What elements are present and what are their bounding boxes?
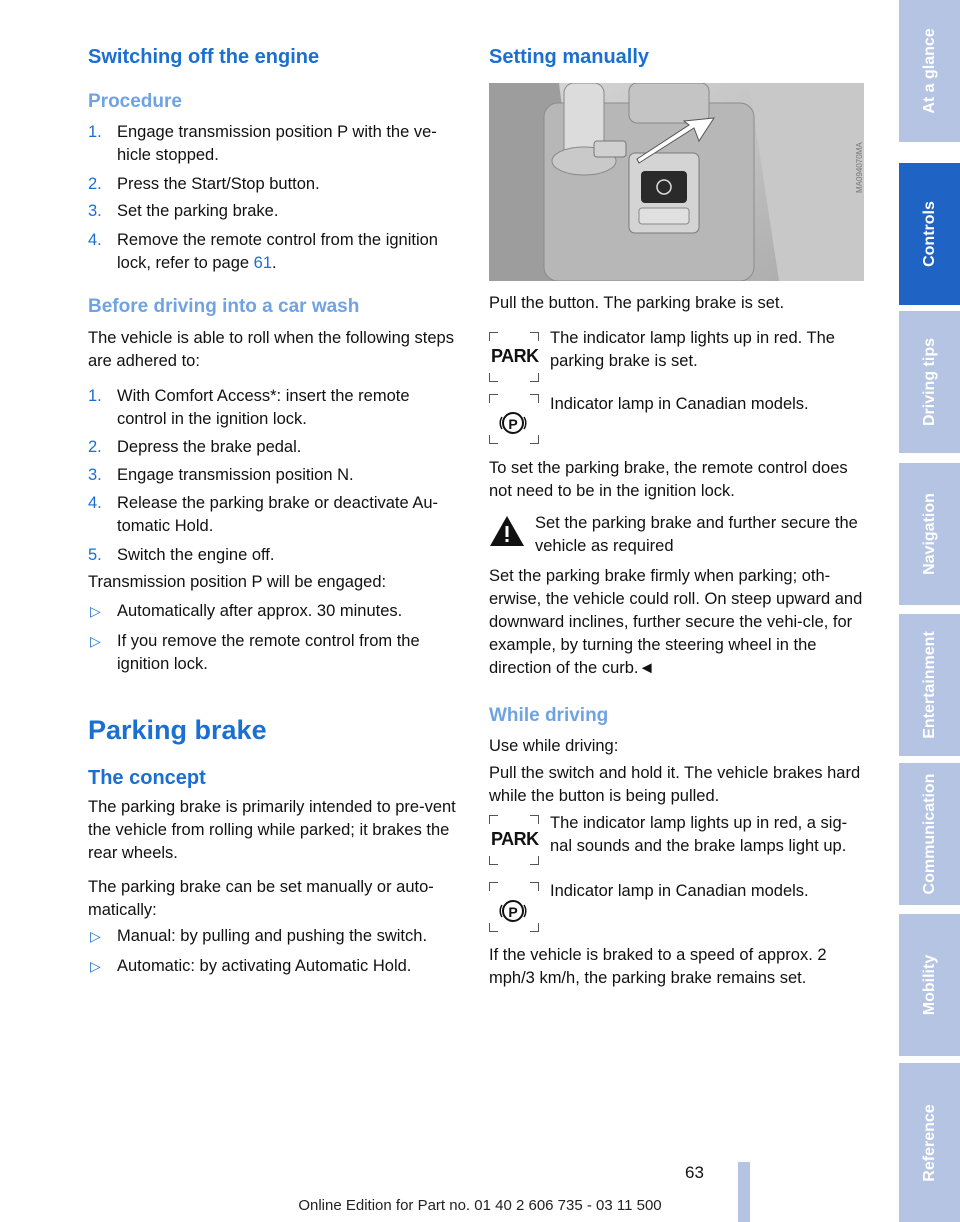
list-item bbox=[88, 544, 463, 567]
list-item bbox=[88, 600, 463, 623]
warning-icon bbox=[489, 514, 525, 548]
list-item bbox=[88, 925, 463, 948]
step-text: With Comfort Access*: insert the remote control in the ignition lock. bbox=[117, 387, 410, 428]
list-item bbox=[88, 492, 463, 538]
step-number: 3. bbox=[88, 466, 102, 484]
bullet-triangle-icon: ▷ bbox=[90, 928, 101, 944]
chapter-sidebar bbox=[899, 0, 960, 1222]
section-title-switching-off: Switching off the engine bbox=[88, 46, 320, 68]
car-wash-heading: Before driving into a car wash bbox=[88, 296, 360, 317]
park-label: PARK bbox=[491, 346, 539, 366]
engaged-text: Transmission position P will be engaged: bbox=[88, 573, 387, 591]
pull-text: Pull the button. The parking brake is set. bbox=[489, 294, 785, 312]
indicator-red-text: The indicator lamp lights up in red. The parking brake is set. bbox=[550, 329, 835, 370]
tab-driving-tips[interactable] bbox=[899, 311, 960, 453]
step-number: 2. bbox=[88, 438, 102, 456]
setting-manually-heading: Setting manually bbox=[489, 46, 650, 68]
footer-text: Online Edition for Part no. 01 40 2 606 735 - 03 11 500 bbox=[298, 1197, 662, 1214]
step-text: Remove the remote control from the ignition lock, refer to page bbox=[117, 231, 438, 272]
indicator-red-signal-text: The indicator lamp lights up in red, a sig-nal sounds and the brake lamps light up. bbox=[550, 814, 848, 855]
indicator-canada-text: Indicator lamp in Canadian models. bbox=[550, 395, 809, 413]
canadian-p-indicator-icon bbox=[489, 882, 539, 932]
list-item bbox=[88, 121, 463, 167]
braked-text: If the vehicle is braked to a speed of approx. 2 mph/3 km/h, the parking brake remains set. bbox=[489, 946, 827, 987]
list-item bbox=[88, 436, 463, 459]
step-text: Set the parking brake. bbox=[117, 202, 279, 220]
tab-label: At a glance bbox=[920, 28, 938, 114]
step-number: 3. bbox=[88, 202, 102, 220]
step-number: 1. bbox=[88, 387, 102, 405]
bullet-triangle-icon: ▷ bbox=[90, 603, 101, 619]
tab-label: Controls bbox=[920, 201, 938, 267]
indicator-canada-text-2: Indicator lamp in Canadian models. bbox=[550, 882, 809, 900]
step-number: 2. bbox=[88, 175, 102, 193]
parking-brake-title: Parking brake bbox=[88, 715, 267, 745]
list-item bbox=[88, 200, 463, 223]
page-link[interactable]: 61 bbox=[253, 254, 273, 272]
step-text: Engage transmission position N. bbox=[117, 466, 354, 484]
list-item bbox=[88, 630, 463, 676]
tab-controls[interactable] bbox=[899, 163, 960, 305]
photo-code: MA094070MA bbox=[855, 142, 864, 193]
tab-label: Entertainment bbox=[920, 631, 938, 739]
tab-label: Reference bbox=[920, 1103, 938, 1182]
list-item bbox=[88, 229, 463, 275]
step-text: Switch the engine off. bbox=[117, 546, 275, 564]
bullet-text: Automatically after approx. 30 minutes. bbox=[117, 602, 403, 620]
concept-paragraph-1: The parking brake is primarily intended to pre-vent the vehicle from rolling while parked; it brakes the rear wheels. bbox=[88, 798, 456, 862]
while-pull-text: Pull the switch and hold it. The vehicle brakes hard while the button is being pulled. bbox=[489, 764, 861, 805]
list-item bbox=[88, 385, 463, 431]
step-text: Press the Start/Stop button. bbox=[117, 175, 320, 193]
tab-label: Communication bbox=[920, 773, 938, 895]
procedure-heading: Procedure bbox=[88, 91, 182, 112]
tab-label: Driving tips bbox=[920, 337, 938, 427]
bullet-text: If you remove the remote control from the ignition lock. bbox=[117, 632, 420, 673]
list-item bbox=[88, 173, 463, 196]
tab-label: Mobility bbox=[920, 954, 938, 1016]
p-label: P bbox=[508, 416, 518, 432]
tab-at-a-glance[interactable] bbox=[899, 0, 960, 142]
remote-text: To set the parking brake, the remote control does not need to be in the ignition lock. bbox=[489, 459, 848, 500]
step-number: 4. bbox=[88, 494, 102, 512]
park-indicator-icon bbox=[489, 815, 539, 865]
step-text: Engage transmission position P with the ve-hicle stopped. bbox=[117, 123, 437, 164]
tab-label: Navigation bbox=[920, 493, 938, 575]
tab-mobility[interactable] bbox=[899, 914, 960, 1056]
step-text: Depress the brake pedal. bbox=[117, 438, 302, 456]
list-item bbox=[88, 464, 463, 487]
parking-brake-switch-photo bbox=[489, 83, 864, 281]
warning-body: Set the parking brake firmly when parking; oth-erwise, the vehicle could roll. On steep upward and downward inclines, further secure the vehi-cle, for example, by turning the steering wheel in the direction of the curb.◄ bbox=[489, 567, 863, 677]
while-use-text: Use while driving: bbox=[489, 737, 619, 755]
bullet-text: Automatic: by activating Automatic Hold. bbox=[117, 957, 412, 975]
page-number: 63 bbox=[685, 1163, 704, 1182]
step-text: Release the parking brake or deactivate Au-tomatic Hold. bbox=[117, 494, 439, 535]
step-number: 4. bbox=[88, 231, 102, 249]
step-number: 5. bbox=[88, 546, 102, 564]
car-wash-intro: The vehicle is able to roll when the following steps are adhered to: bbox=[88, 329, 454, 370]
concept-paragraph-2: The parking brake can be set manually or auto-matically: bbox=[88, 878, 434, 919]
warning-title: Set the parking brake and further secure the vehicle as required bbox=[535, 514, 858, 555]
p-label: P bbox=[508, 904, 518, 920]
tab-entertainment[interactable] bbox=[899, 614, 960, 756]
tab-communication[interactable] bbox=[899, 763, 960, 905]
while-driving-heading: While driving bbox=[489, 705, 609, 726]
tab-navigation[interactable] bbox=[899, 463, 960, 605]
list-item bbox=[88, 955, 463, 978]
park-label: PARK bbox=[491, 829, 539, 849]
step-text-end: . bbox=[272, 254, 277, 272]
bullet-text: Manual: by pulling and pushing the switch. bbox=[117, 927, 428, 945]
concept-heading: The concept bbox=[88, 767, 206, 789]
park-indicator-icon bbox=[489, 332, 539, 382]
bullet-triangle-icon: ▷ bbox=[90, 633, 101, 649]
canadian-p-indicator-icon bbox=[489, 394, 539, 444]
step-number: 1. bbox=[88, 123, 102, 141]
bullet-triangle-icon: ▷ bbox=[90, 958, 101, 974]
